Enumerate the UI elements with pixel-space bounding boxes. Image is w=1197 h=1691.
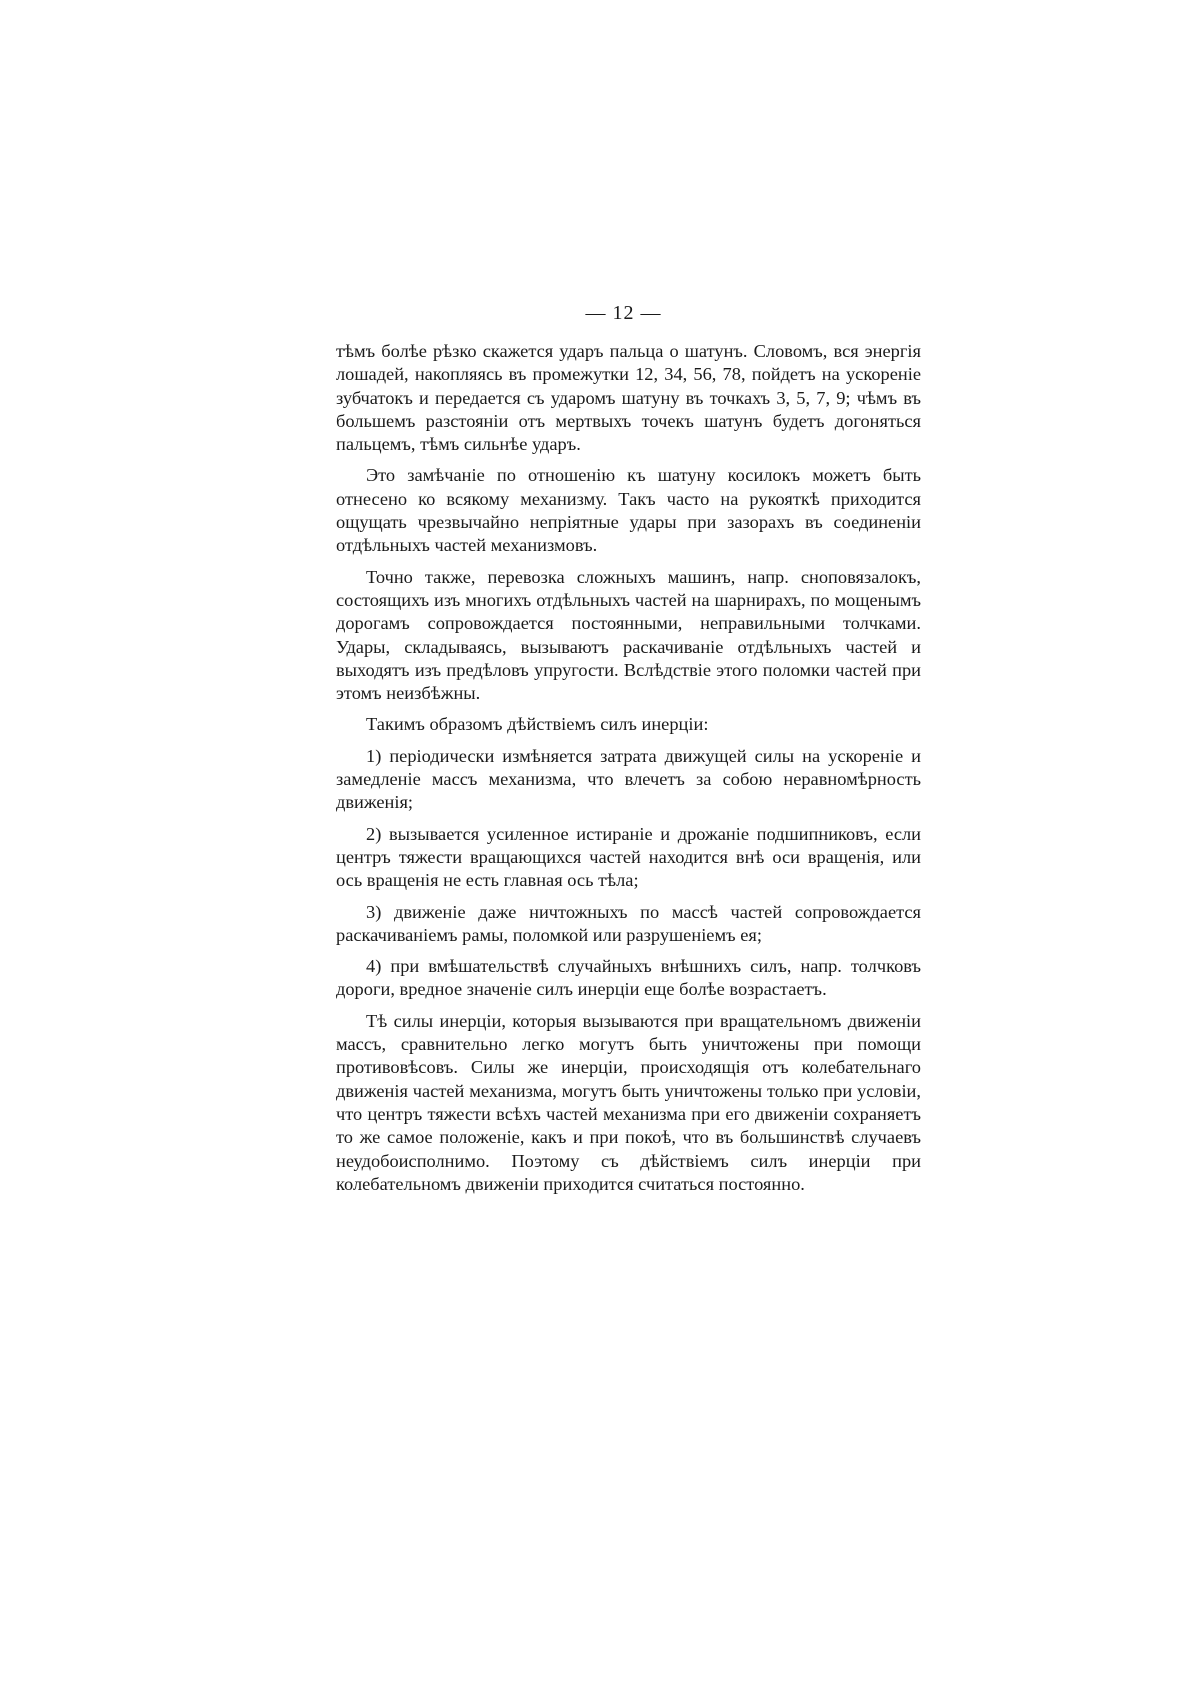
list-item-1: 1) періодически измѣняется затрата движущей силы на ускореніе и замедленіе массъ механизма, что влечетъ за собою неравномѣрность движенія; <box>336 745 921 813</box>
paragraph-5: Тѣ силы инерціи, которыя вызываются при вращательномъ движеніи массъ, сравнительно легко могутъ быть уничтожены при помощи противовѣсовъ. Силы же инерціи, происходящія отъ колебательнаго движенія частей механизма, могутъ быть уничтожены только при условіи, что центръ тяжести всѣхъ частей механизма при его движеніи сохраняетъ то же самое положеніе, какъ и при покоѣ, что въ большинствѣ случаевъ неудобоисполнимо. Поэтому съ дѣйствіемъ силъ инерціи при колебательномъ движеніи приходится считаться постоянно. <box>336 1010 921 1194</box>
paragraph-3: Точно также, перевозка сложныхъ машинъ, напр. сноповязалокъ, состоящихъ изъ многихъ отдѣльныхъ частей на шарнирахъ, по мощенымъ дорогамъ сопровождается постоянными, неправильными толчками. Удары, складываясь, вызываютъ раскачиваніе отдѣльныхъ частей и выходятъ изъ предѣловъ упругости. Вслѣдствіе этого поломки частей при этомъ неизбѣжны. <box>336 566 921 704</box>
list-item-3: 3) движеніе даже ничтожныхъ по массѣ частей сопровождается раскачиваніемъ рамы, поломкой или разрушеніемъ ея; <box>336 901 921 945</box>
list-item-2: 2) вызывается усиленное истираніе и дрожаніе подшипниковъ, если центръ тяжести вращающихся частей находится внѣ оси вращенія, или ось вращенія не есть главная ось тѣла; <box>336 823 921 891</box>
paragraph-2: Это замѣчаніе по отношенію къ шатуну косилокъ можетъ быть отнесено ко всякому механизму. Такъ часто на рукояткѣ приходится ощущать чрезвычайно непріятные удары при зазорахъ въ соединеніи отдѣльныхъ частей механизмовъ. <box>336 465 921 556</box>
paragraph-4: Такимъ образомъ дѣйствіемъ силъ инерціи: <box>366 714 709 735</box>
page-number: — 12 — <box>585 302 662 324</box>
list-item-4: 4) при вмѣшательствѣ случайныхъ внѣшнихъ силъ, напр. толчковъ дороги, вредное значеніе силъ инерціи еще болѣе возрастаетъ. <box>336 956 921 1000</box>
paragraph-1: тѣмъ болѣе рѣзко скажется ударъ пальца о шатунъ. Словомъ, вся энергія лошадей, накопляясь въ промежутки 12, 34, 56, 78, пойдетъ на ускореніе зубчатокъ и передается съ ударомъ шатуну въ точкахъ 3, 5, 7, 9; чѣмъ въ большемъ разстояніи отъ мертвыхъ точекъ шатунъ будетъ догоняться пальцемъ, тѣмъ сильнѣе ударъ. <box>336 341 921 455</box>
body-text <box>336 340 921 1204</box>
